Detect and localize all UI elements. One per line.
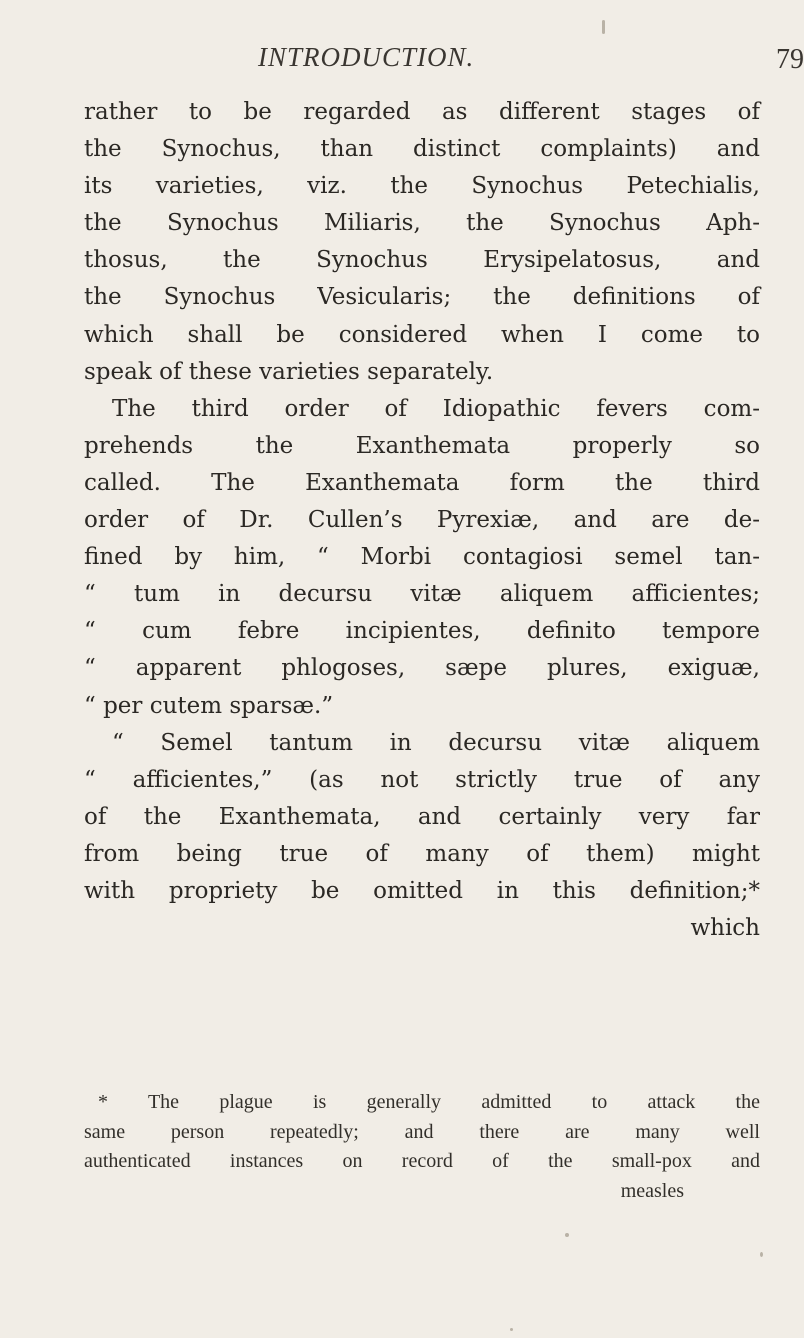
- text-line: “ cum febre incipientes, definito tempore: [84, 618, 760, 645]
- text-line: “ apparent phlogoses, sæpe plures, exiguæ,: [84, 655, 760, 682]
- footnote-line: authenticated instances on record of the small-pox and: [84, 1150, 760, 1172]
- text-line: thosus, the Synochus Erysipelatosus, and: [84, 247, 760, 274]
- text-line: prehends the Exanthemata properly so: [84, 432, 760, 459]
- text-line: “ tum in decursu vitæ aliquem afficientes;: [84, 581, 760, 608]
- text-line: “ per cutem sparsæ.”: [84, 692, 334, 719]
- text-line: which shall be considered when I come to: [84, 321, 760, 348]
- body-text: [84, 94, 760, 947]
- text-line: order of Dr. Cullen’s Pyrexiæ, and are de-: [84, 507, 760, 534]
- text-line: fined by him, “ Morbi contagiosi semel tan-: [84, 544, 760, 571]
- paper-speck: [565, 1233, 569, 1237]
- text-line: speak of these varieties separately.: [84, 358, 494, 385]
- text-line: with propriety be omitted in this definition;*: [84, 877, 760, 904]
- text-line: the Synochus Miliaris, the Synochus Aph-: [84, 210, 760, 237]
- text-line: of the Exanthemata, and certainly very far: [84, 803, 760, 830]
- page-header: [0, 40, 804, 80]
- running-head: INTRODUCTION.: [258, 42, 475, 72]
- text-line: called. The Exanthemata form the third: [84, 469, 760, 496]
- text-line: the Synochus, than distinct complaints) and: [84, 136, 760, 163]
- catchword: which: [690, 915, 760, 942]
- paper-speck: [510, 1328, 513, 1331]
- text-line: The third order of Idiopathic fevers com-: [112, 395, 760, 422]
- footnote: [84, 1088, 760, 1206]
- page-number: 79: [776, 44, 804, 75]
- footnote-line: * The plague is generally admitted to attack the: [98, 1091, 760, 1113]
- text-line: rather to be regarded as different stages of: [84, 99, 760, 125]
- footnote-line: same person repeatedly; and there are many well: [84, 1120, 760, 1143]
- text-line: “ afficientes,” (as not strictly true of any: [84, 766, 760, 793]
- text-line: “ Semel tantum in decursu vitæ aliquem: [112, 729, 760, 756]
- paper-speck: [760, 1252, 763, 1257]
- text-line: from being true of many of them) might: [84, 840, 760, 867]
- footnote-catchword: measles: [620, 1179, 684, 1202]
- text-line: its varieties, viz. the Synochus Petechialis,: [84, 173, 760, 200]
- paper-speck: [602, 20, 605, 34]
- text-line: the Synochus Vesicularis; the definitions of: [84, 284, 760, 311]
